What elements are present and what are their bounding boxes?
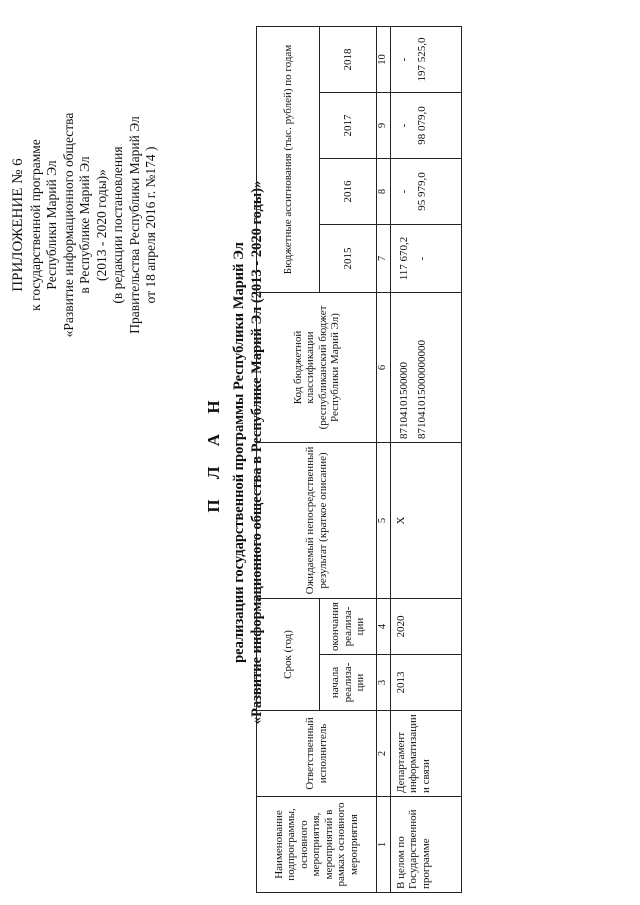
header-executor: Ответственный исполнитель [257,711,377,797]
budget-value: - [397,123,410,128]
cell-result: Х [390,443,461,599]
header-code: Код бюджетной классификации (республиканский бюджет Республики Марий Эл) [257,293,377,443]
appendix-line: (в редакции постановления [110,146,125,304]
plan-subtitle-program: «Развитие информационного общества в Республике Марий Эл (2013 - 2020 годы)» [249,180,265,725]
header-budget: Бюджетные ассигнования (тыс. рублей) по годам [257,26,320,292]
appendix-line: к государственной программе [27,139,43,311]
budget-value: 117 670,2 [397,236,410,281]
budget-value: 197 525,0 [415,37,428,82]
column-number: 2 [377,711,391,797]
column-number: 7 [377,225,391,293]
cell-2017 [390,93,461,159]
header-year-2015: 2015 [320,225,377,293]
header-year-2018: 2018 [320,26,377,92]
table-row [390,26,461,892]
column-number-row [377,26,391,892]
cell-2018 [390,26,461,92]
cell-executor: Департамент информатизации и связи [390,711,461,797]
table-header-row [257,26,320,892]
header-term-start: начала реализа-ции [320,655,377,711]
budget-value: 98 079,0 [415,106,428,145]
header-term: Срок (год) [257,599,320,711]
column-number: 9 [377,93,391,159]
column-number: 3 [377,655,391,711]
budget-value: - [397,57,410,62]
cell-end-year: 2020 [390,599,461,655]
cell-code [390,293,461,443]
column-number: 1 [377,797,391,893]
header-term-end: окончания реализа-ции [320,599,377,655]
header-year-2017: 2017 [320,93,377,159]
appendix-title: ПРИЛОЖЕНИЕ № 6 [10,158,26,292]
header-result: Ожидаемый непосредственный результат (краткое описание) [257,443,377,599]
appendix-block [10,25,160,425]
header-year-2016: 2016 [320,159,377,225]
cell-name: В целом по Государственной программе [390,797,461,893]
cell-2016 [390,159,461,225]
cell-2015 [390,225,461,293]
appendix-line: Правительства Республики Марий Эл [126,116,142,334]
appendix-line: (2013 - 2020 годы)» [93,169,109,281]
column-number: 6 [377,293,391,443]
header-name: Наименование подпрограммы, основного мероприятия, мероприятий в рамках основного мероприятия [257,797,377,893]
plan-heading: П Л А Н [204,392,223,513]
appendix-line: в Республике Марий Эл [77,156,92,294]
column-number: 5 [377,443,391,599]
budget-value: - [415,256,428,261]
appendix-line: Республики Марий Эл [44,160,59,290]
column-number: 4 [377,599,391,655]
budget-value: 95 979,0 [415,172,428,211]
plan-table [256,26,462,893]
appendix-line: от 18 апреля 2016 г. №174 ) [143,146,158,304]
plan-subtitle: реализации государственной программы Республики Марий Эл [231,242,247,663]
budget-code: 871041015000000000 [415,340,428,439]
column-number: 8 [377,159,391,225]
budget-value: - [397,189,410,194]
budget-code: 87104101500000 [397,362,410,439]
column-number: 10 [377,26,391,92]
cell-start-year: 2013 [390,655,461,711]
appendix-line: «Развитие информационного общества [60,112,76,338]
